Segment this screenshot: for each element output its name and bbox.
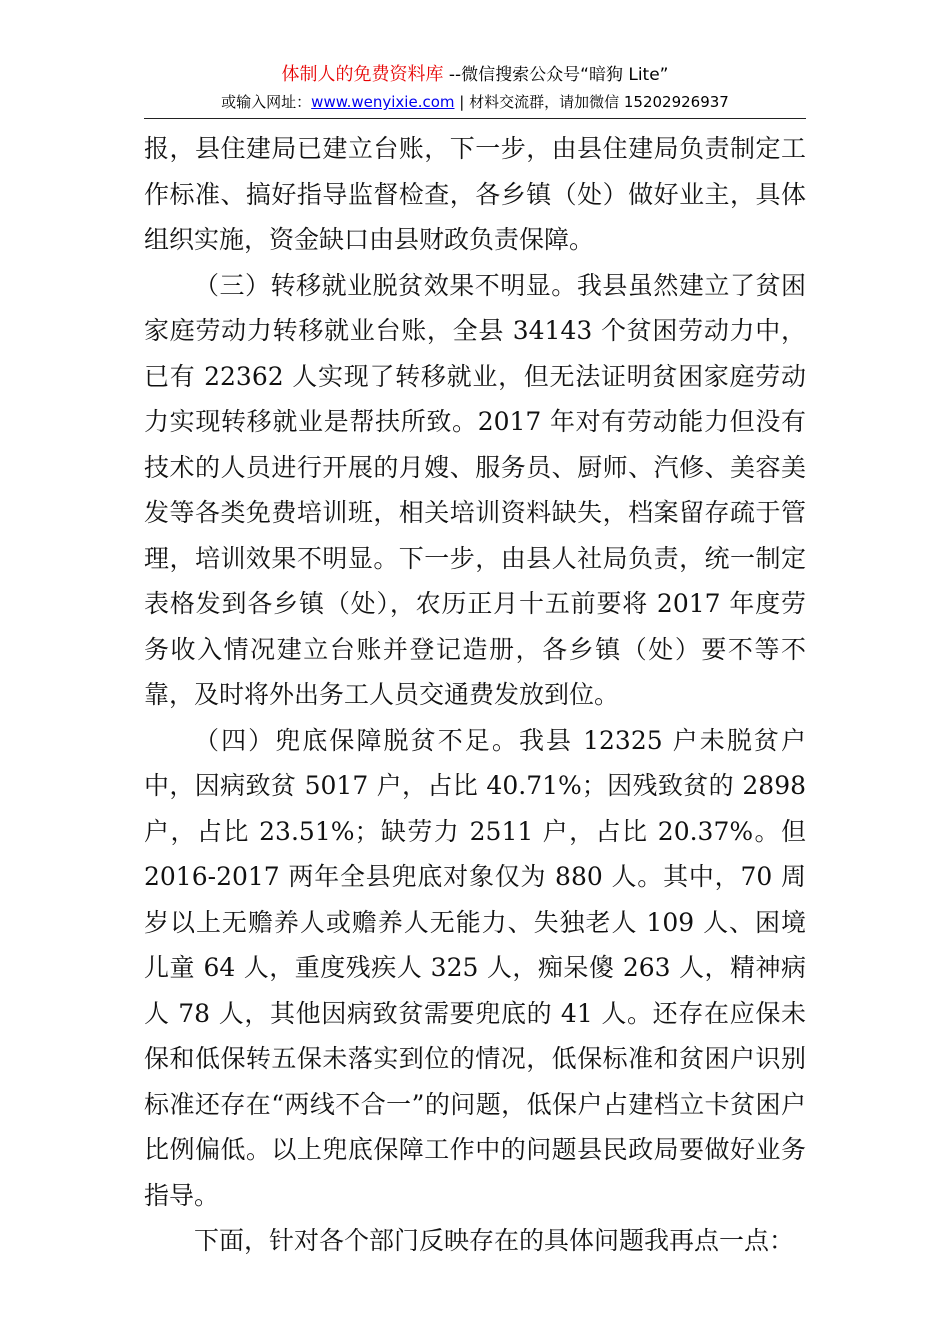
header-line-2 [0, 90, 950, 114]
paragraph: 报，县住建局已建立台账，下一步，由县住建局负责制定工作标准、搞好指导监督检查，各乡镇（处）做好业主，具体组织实施，资金缺口由县财政负责保障。 [144, 134, 806, 254]
header-divider [144, 118, 806, 119]
url-prefix: 或输入网址： [221, 93, 312, 111]
header-line-1 [0, 62, 950, 88]
page-header [0, 62, 950, 114]
paragraph: 下面，针对各个部门反映存在的具体问题我再点一点： [194, 1226, 795, 1255]
website-link[interactable]: www.wenyixie.com [311, 93, 455, 111]
paragraph: （四）兜底保障脱贫不足。我县 12325 户未脱贫户中，因病致贫 5017 户，占比 40.71%；因残致贫的 2898 户，占比 23.51%；缺劳力 2511 户，占比 20.37%。但 2016-2017 两年全县兜底对象仅为 880 人。其中，70 周岁以上无赡养人或赡养人无能力、失独老人 109 人、困境儿童 64 人，重度残疾人 325 人，痴呆傻 263 人，精神病人 78 人，其他因病致贫需要兜底的 41 人。还存在应保未保和低保转五保未落实到位的情况，低保标准和贫困户识别标准还存在“两线不合一”的问题，低保户占建档立卡贫困户比例偏低。以上兜底保障工作中的问题县民政局要做好业务指导。 [144, 725, 806, 1210]
paragraph: （三）转移就业脱贫效果不明显。我县虽然建立了贫困家庭劳动力转移就业台账，全县 34143 个贫困劳动力中，已有 22362 人实现了转移就业，但无法证明贫困家庭劳动力实现转移就业是帮扶所致。2017 年对有劳动能力但没有技术的人员进行开展的月嫂、服务员、厨师、汽修、美容美发等各类免费培训班，相关培训资料缺失，档案留存疏于管理，培训效果不明显。下一步，由县人社局负责，统一制定表格发到各乡镇（处），农历正月十五前要将 2017 年度劳务收入情况建立台账并登记造册，各乡镇（处）要不等不靠，及时将外出务工人员交通费发放到位。 [144, 270, 806, 709]
document-body [144, 126, 806, 1264]
header-tagline: --微信搜索公众号“暗狗 Lite” [443, 65, 669, 85]
brand-title: 体制人的免费资料库 [281, 64, 444, 85]
header-contact: | 材料交流群，请加微信 15202926937 [454, 93, 729, 111]
